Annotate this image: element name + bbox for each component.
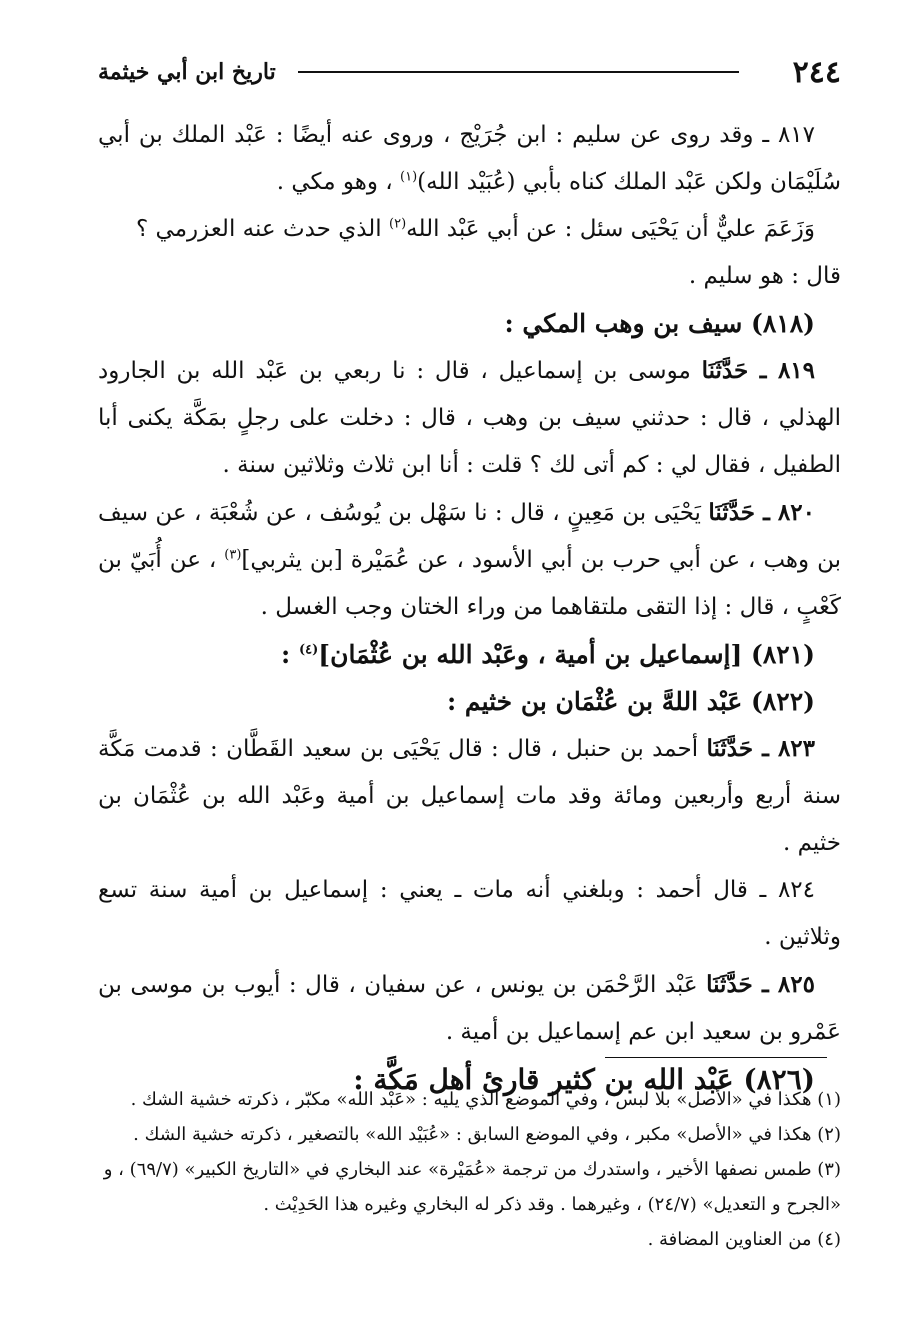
paragraph-text: ، وهو مكي .: [276, 169, 400, 195]
paragraph-text: عَبْد الرَّحْمَن بن يونس ، عن سفيان ، قال : أيوب بن موسى بن عَمْرو بن سعيد ابن عم إسماعيل بن أمية .: [98, 972, 841, 1045]
section-heading-826: (٨٢٦) عَبْد الله بن كثير قارئ أهل مَكَّة :: [353, 1063, 815, 1096]
paragraph-823: [98, 725, 841, 867]
footnote-ref-4: (٤): [298, 642, 319, 658]
section-heading-818: (٨١٨) سيف بن وهب المكي :: [504, 309, 815, 338]
paragraph-825: [98, 961, 841, 1056]
footnote-2: (٢) هكذا في «الأصل» مكبر ، وفي الموضع السابق : «عُبَيْد الله» بالتصغير ، ذكرته خشية الشك .: [133, 1124, 841, 1145]
paragraph-text: ، عن أُبَيّ بن كَعْبٍ ، قال : إذا التقى ملتقاهما من وراء الختان وجب الغسل .: [98, 547, 841, 620]
footnote-ref-3: (٣): [224, 547, 242, 563]
paragraph-819: [98, 347, 841, 489]
paragraph-text: أحمد بن حنبل ، قال : قال يَحْيَى بن سعيد القَطَّان : قدمت مَكَّة سنة أربع وأربعين ومائة وقد مات إسماعيل بن أمية وعَبْد الله بن عُثْمَان بن خثيم .: [98, 736, 841, 856]
footnote-ref-2: (٢): [389, 216, 407, 232]
footnote-separator: [605, 1057, 827, 1058]
book-title: تاريخ ابن أبي خيثمة: [98, 59, 276, 85]
header-rule: [298, 71, 739, 73]
paragraph-817-answer: قال : هو سليم .: [688, 263, 841, 289]
footnote-1: (١) هكذا في «الأصل» بلا لبس ، وفي الموضع الذي يليه : «عَبْد الله» مكبّر ، ذكرته خشية الشك .: [130, 1089, 841, 1110]
paragraph-text: وَزَعَمَ عليٌّ أن يَحْيَى سئل : عن أبي عَبْد الله: [406, 216, 815, 242]
paragraph-820: [98, 489, 841, 631]
paragraph-text: موسى بن إسماعيل ، قال : نا ربعي بن عَبْد الله بن الجارود الهذلي ، قال : حدثني سيف بن وهب ، قال : دخلت على رجلٍ بمَكَّة يكنى أبا الطفيل ، فقال لي : كم أتى لك ؟ قلت : أنا ابن ثلاث وثلاثين سنة .: [98, 358, 841, 478]
paragraph-817: [98, 112, 841, 206]
paragraph-text: الذي حدث عنه العزرمي ؟: [136, 216, 389, 242]
paragraph-824: ٨٢٤ ـ قال أحمد : وبلغني أنه مات ـ يعني : إسماعيل بن أمية سنة تسع وثلاثين .: [98, 877, 841, 950]
hadith-lead: ٨٢٠ ـ حَدَّثَنَا: [708, 499, 815, 526]
hadith-lead: ٨١٩ ـ حَدَّثَنَا: [701, 357, 815, 384]
paragraph-text: ٨١٧ ـ وقد روى عن سليم : ابن جُرَيْج ، وروى عنه أيضًا : عَبْد الملك بن أبي سُلَيْمَان ولكن عَبْد الملك كناه بأبي (عُبَيْد الله): [98, 122, 841, 195]
heading-text: :: [281, 640, 299, 669]
footnote-4: (٤) من العناوين المضافة .: [647, 1229, 841, 1250]
footnotes: [98, 1082, 841, 1257]
hadith-lead: ٨٢٣ ـ حَدَّثَنَا: [706, 735, 815, 762]
main-text: [98, 112, 841, 1103]
hadith-lead: ٨٢٥ ـ حَدَّثَنَا: [706, 971, 815, 998]
paragraph-text: يَحْيَى بن مَعِينٍ ، قال : نا سَهْل بن يُوسُف ، عن شُعْبَة ، عن سيف بن وهب ، عن أبي حرب بن أبي الأسود ، عن عُمَيْرة [بن يثربي]: [98, 500, 841, 573]
paragraph-817-continued: [98, 206, 841, 253]
heading-text: (٨٢١) [إسماعيل بن أمية ، وعَبْد الله بن عُثْمَان]: [318, 640, 815, 669]
section-heading-822: (٨٢٢) عَبْد اللهَّ بن عُثْمَان بن خثيم :: [447, 687, 815, 716]
section-heading-821: [98, 631, 841, 678]
footnote-ref-1: (١): [400, 169, 418, 185]
page-number: ٢٤٤: [792, 54, 841, 90]
running-header: [98, 52, 841, 92]
footnote-3: (٣) طمس نصفها الأخير ، واستدرك من ترجمة «عُمَيْرة» عند البخاري في «التاريخ الكبير» (٦٩/٧) ، و «الجرح و التعديل» (٢٤/٧) ، وغيرهما . وقد ذكر له البخاري وغيره هذا الحَدِيْث .: [103, 1159, 841, 1215]
